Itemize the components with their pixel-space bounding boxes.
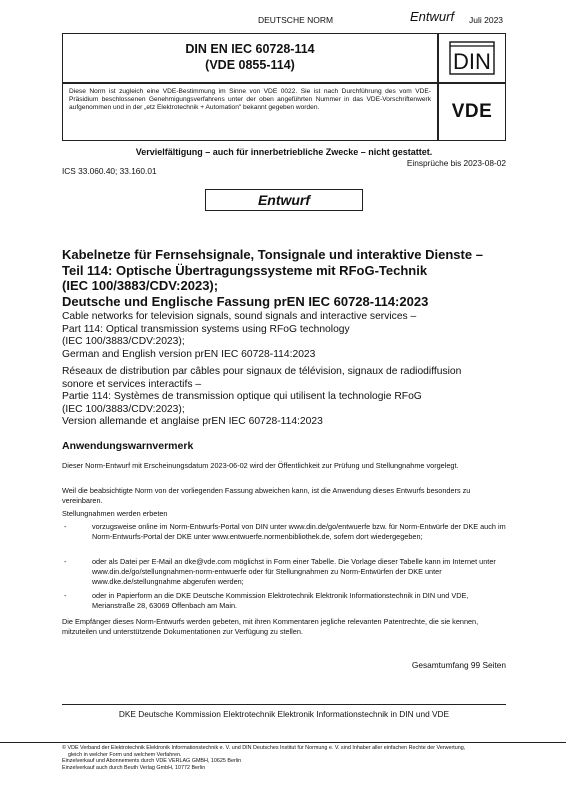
list-item-text: vorzugsweise online im Norm-Entwurfs-Portal von DIN unter www.din.de/go/entwuerfe bzw. für Norm-Entwürfe der DKE auch im Norm-Entwurfs-Portal der DKE unter www.entwuerfe.normenbibliothek.de, sofern dort wiedergegeben; — [92, 522, 506, 541]
list-item-text: oder als Datei per E-Mail an dke@vde.com möglichst in Form einer Tabelle. Die Vorlage dieser Tabelle kann im Internet unter www.din.de/go/stellungnahmen-norm-entwuerfe oder für Stellungnahmen zu Norm-Entwürfen der DKE unter www.dke.de/stellungnahme abgerufen werden; — [92, 557, 496, 586]
standard-number: DIN EN IEC 60728-114 — [185, 42, 315, 56]
footer-line: Einzelverkauf und Abonnements durch VDE VERLAG GMBH, 10625 Berlin — [62, 758, 242, 765]
footer-line: © VDE Verband der Elektrotechnik Elektronik Informationstechnik e. V. und DIN Deutsches Institut für Normung e. V. sind Inhaber aller einfachen Rechte der Verwertung, — [62, 745, 466, 751]
title-fr — [62, 366, 461, 429]
draft-status-label: Entwurf — [410, 9, 455, 24]
title-de-line: Deutsche und Englische Fassung prEN IEC 60728-114:2023 — [62, 293, 429, 309]
list-dash: - — [64, 591, 67, 600]
list-dash: - — [64, 557, 67, 566]
warning-paragraph-1: Dieser Norm-Entwurf mit Erscheinungsdatum 2023-06-02 wird der Öffentlichkeit zur Prüfung und Stellungnahme vorgelegt. — [62, 461, 459, 470]
ics-codes: ICS 33.060.40; 33.160.01 — [62, 166, 157, 176]
warning-heading: Anwendungswarnvermerk — [62, 440, 194, 452]
list-item-text: oder in Papierform an die DKE Deutsche Kommission Elektrotechnik Elektronik Informationstechnik in DIN und VDE, Merianstraße 28, 63069 Offenbach am Main. — [92, 591, 469, 610]
title-fr-line: sonore et services interactifs – — [62, 378, 202, 390]
title-en-line: Part 114: Optical transmission systems using RFoG technology — [62, 323, 350, 335]
footer-divider — [0, 742, 566, 743]
committee: DKE Deutsche Kommission Elektrotechnik Elektronik Informationstechnik in DIN und VDE — [118, 709, 450, 719]
title-en-line: Cable networks for television signals, sound signals and interactive services – — [62, 311, 417, 322]
vde-logo-box — [438, 83, 506, 141]
title-de-line: (IEC 100/3883/CDV:2023); — [62, 278, 219, 293]
title-en — [62, 311, 416, 361]
total-pages: Gesamtumfang 99 Seiten — [411, 660, 506, 670]
vde-number: (VDE 0855-114) — [205, 58, 295, 72]
footer — [62, 745, 465, 771]
list-dash: - — [64, 522, 67, 531]
title-de-line: Kabelnetze für Fernsehsignale, Tonsignale und interaktive Dienste – — [62, 247, 483, 262]
warning-paragraph-2: Weil die beabsichtigte Norm von der vorliegenden Fassung abweichen kann, ist die Anwendung dieses Entwurfs besonders zu vereinbaren. — [62, 486, 471, 505]
footer-line: Einzelverkauf auch durch Beuth Verlag GmbH, 10772 Berlin — [62, 764, 206, 771]
vde-logo: VDE — [451, 101, 493, 122]
title-box — [62, 33, 438, 83]
objection-deadline: Einsprüche bis 2023-08-02 — [406, 158, 506, 168]
title-fr-line: (IEC 100/3883/CDV:2023); — [62, 403, 185, 415]
title-fr-line: Réseaux de distribution par câbles pour signaux de télévision, signaux de radiodiffusion — [62, 366, 462, 377]
divider — [62, 704, 506, 705]
draft-box: Entwurf — [205, 189, 363, 211]
din-logo — [449, 41, 495, 75]
title-de-line: Teil 114: Optische Übertragungssysteme mit RFoG-Technik — [62, 262, 428, 278]
footer-line: gleich in welcher Form und welchem Verfahren. — [62, 751, 182, 758]
title-fr-line: Partie 114: Systèmes de transmission optique qui utilisent la technologie RFoG — [62, 391, 422, 402]
copy-notice: Vervielfältigung – auch für innerbetriebliche Zwecke – nicht gestattet. — [135, 147, 433, 157]
publication-date: Juli 2023 — [469, 15, 504, 25]
title-en-line: (IEC 100/3883/CDV:2023); — [62, 336, 185, 347]
title-en-line: German and English version prEN IEC 60728-114:2023 — [62, 348, 316, 360]
warning-paragraph-3: Stellungnahmen werden erbeten — [62, 509, 168, 518]
title-fr-line: Version allemande et anglaise prEN IEC 60728-114:2023 — [62, 416, 323, 427]
standard-type-label: DEUTSCHE NORM — [258, 15, 334, 25]
title-de — [62, 247, 483, 309]
din-logo-box — [438, 33, 506, 83]
din-logo-text: DIN — [453, 49, 491, 74]
warning-paragraph-4: Die Empfänger dieses Norm-Entwurfs werden gebeten, mit ihren Kommentaren jegliche relevanten Patentrechte, die sie kennen, mitzuteilen und unterstützende Dokumentationen zur Verfügung zu stellen. — [62, 617, 479, 636]
vde-note: Diese Norm ist zugleich eine VDE-Bestimmung im Sinne von VDE 0022. Sie ist nach Durchführung des vom VDE-Präsidium beschlossenen Genehmigungsverfahrens unter der oben angeführten Nummer in das VDE-Vorschriftenwerk aufgenommen und in der „etz Elektrotechnik + Automation" bekannt gegeben worden. — [62, 83, 438, 141]
